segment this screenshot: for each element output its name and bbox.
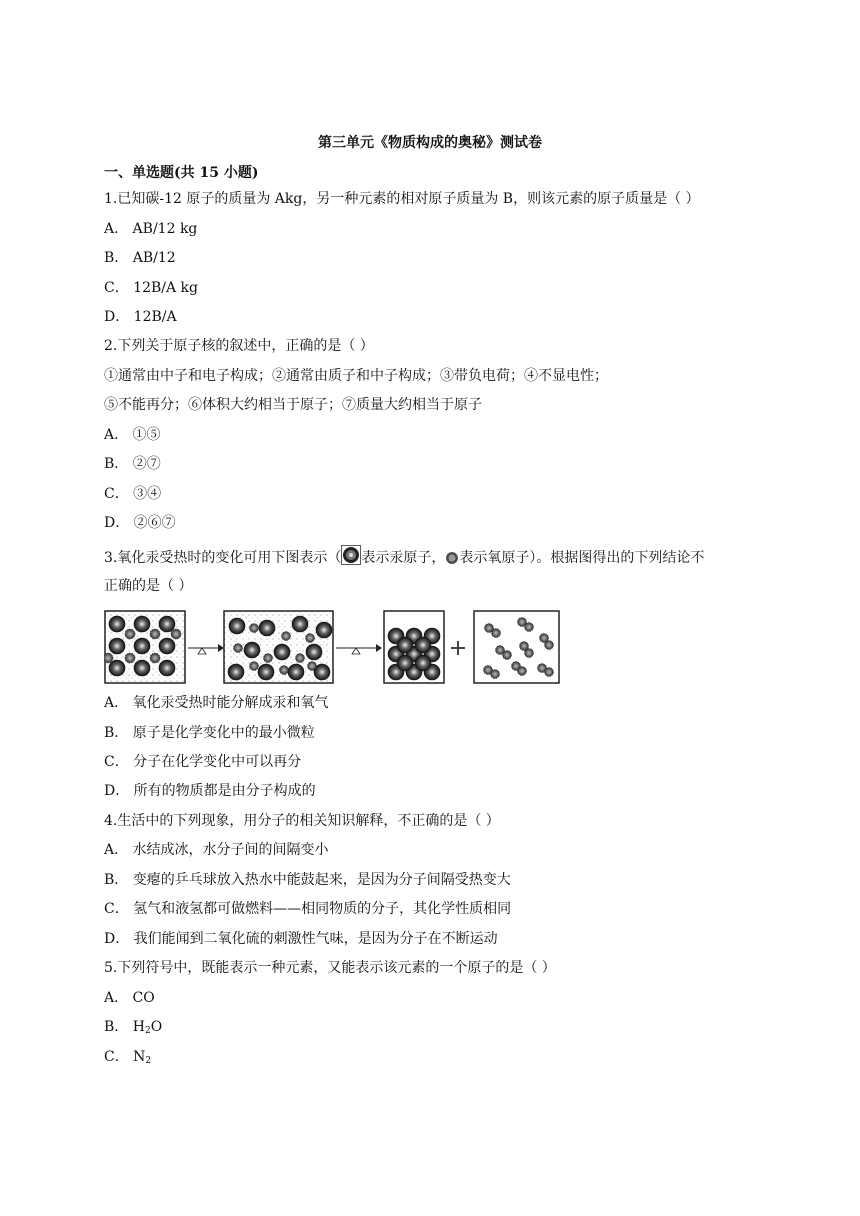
mercury-atom [274,644,290,660]
mercury-atom [159,638,175,654]
q5-stem: 5.下列符号中，既能表示一种元素，又能表示该元素的一个原子的是（ ） [104,960,556,976]
oxygen-atom [250,624,259,633]
q1-stem: 1.已知碳-12 原子的质量为 Akg，另一种元素的相对原子质量为 B，则该元素的原子质量是（ ） [104,191,700,207]
page-title: 第三单元《物质构成的奥秘》测试卷 [318,135,542,151]
oxygen-atom [491,670,500,679]
oxygen-atom [525,649,534,658]
q1-option-d[interactable]: D． 12B/A [104,309,177,325]
q5-option-b-pre: B． H [104,1019,145,1035]
q1-option-b[interactable]: B． AB/12 [104,250,176,266]
mercury-atom [228,664,244,680]
q5-option-b[interactable] [104,1018,162,1040]
oxygen-atom [234,644,243,653]
oxygen-atom [125,653,135,663]
q5-option-b-sub: 2 [144,1026,151,1036]
box-mixed-atoms [224,611,333,683]
mercury-atom [415,637,431,653]
q3-stem-part-c: 表示氧原子）。根据图得出的下列结论不 [459,550,705,566]
oxygen-atom [525,623,534,632]
q3-option-b[interactable]: B． 原子是化学变化中的最小微粒 [104,725,315,741]
oxygen-atom-icon [445,551,459,570]
q2-detail-1: ①通常由中子和电子构成；②通常由质子和中子构成；③带负电荷；④不显电性； [104,368,608,384]
heat-arrow-2 [336,644,382,654]
oxygen-atom [545,641,554,650]
q1-option-c[interactable]: C． 12B/A kg [104,280,198,296]
mercury-atom [159,660,175,676]
q3-option-a[interactable]: A． 氧化汞受热时能分解成汞和氧气 [104,695,329,711]
mercury-atom [134,660,150,676]
mercury-atom [415,655,431,671]
mercury-atom [306,644,322,660]
oxygen-atom [280,666,289,675]
mercury-atom [288,664,304,680]
oxygen-atom [296,654,305,663]
q2-stem: 2.下列关于原子核的叙述中，正确的是（ ） [104,338,374,354]
q5-option-c-sub: 2 [145,1056,152,1066]
mercury-atom [229,618,245,634]
q5-option-c-pre: C． N [104,1049,146,1065]
q3-option-d[interactable]: D． 所有的物质都是由分子构成的 [104,783,316,799]
q4-option-a[interactable]: A． 水结成冰，水分子间的间隔变小 [104,842,329,858]
q4-option-c[interactable]: C． 氢气和液氢都可做燃料——相同物质的分子，其化学性质相同 [104,901,512,917]
oxygen-atom [150,629,160,639]
q3-option-c[interactable]: C． 分子在化学变化中可以再分 [104,754,302,770]
oxygen-atom [264,654,273,663]
q4-option-d[interactable]: D． 我们能闻到二氧化硫的刺激性气味，是因为分子在不断运动 [104,931,498,947]
section-heading: 一、单选题(共 15 小题) [104,165,259,181]
q3-stem-part-b: 表示汞原子， [361,550,446,566]
mercury-atom [134,616,150,632]
mercury-atom [258,664,274,680]
mercury-atom [109,660,125,676]
oxygen-atom [282,632,291,641]
q5-option-c[interactable] [104,1048,151,1070]
q2-option-b[interactable]: B． ②⑦ [104,456,161,472]
q1-option-a[interactable]: A． AB/12 kg [104,221,198,237]
q2-option-c[interactable]: C． ③④ [104,486,162,502]
oxygen-atom [545,668,554,677]
oxygen-atom [250,662,259,671]
mercury-atom [109,616,125,632]
mercury-atom [397,655,413,671]
q3-stem-part-a: 3.氧化汞受热时的变化可用下图表示（ [104,550,342,566]
mercury-atom [244,642,260,658]
mercury-atom [292,616,308,632]
q2-detail-2: ⑤不能再分；⑥体积大约相当于原子；⑦质量大约相当于原子 [104,397,482,413]
oxygen-atom [150,653,160,663]
q4-stem: 4.生活中的下列现象，用分子的相关知识解释，不正确的是（ ） [104,813,500,829]
reaction-diagram [104,608,564,686]
oxygen-atom [306,634,315,643]
oxygen-atom [518,667,527,676]
oxygen-atom [125,629,135,639]
heat-arrow-1 [188,644,224,654]
mercury-atom-icon [341,545,361,570]
box-mercury [384,611,444,683]
q3-stem-2: 正确的是（ ） [104,578,193,594]
plus-sign [451,641,465,655]
mercury-atom [159,616,175,632]
mercury-atom [316,622,332,638]
oxygen-atom [503,651,512,660]
oxygen-atom [492,629,501,638]
box-oxygen [474,611,559,683]
mercury-atom [134,638,150,654]
q5-option-b-post: O [150,1019,163,1035]
q3-stem [104,545,704,570]
q2-option-a[interactable]: A． ①⑤ [104,427,161,443]
oxygen-atom [308,662,317,671]
q4-option-b[interactable]: B． 变瘪的乒乓球放入热水中能鼓起来，是因为分子间隔受热变大 [104,872,511,888]
q2-option-d[interactable]: D． ②⑥⑦ [104,515,176,531]
q5-option-a[interactable]: A． CO [104,990,155,1006]
mercury-atom [109,638,125,654]
mercury-atom [397,637,413,653]
box-mercury-oxide [104,611,185,683]
oxygen-atom [171,629,181,639]
mercury-atom [259,620,275,636]
